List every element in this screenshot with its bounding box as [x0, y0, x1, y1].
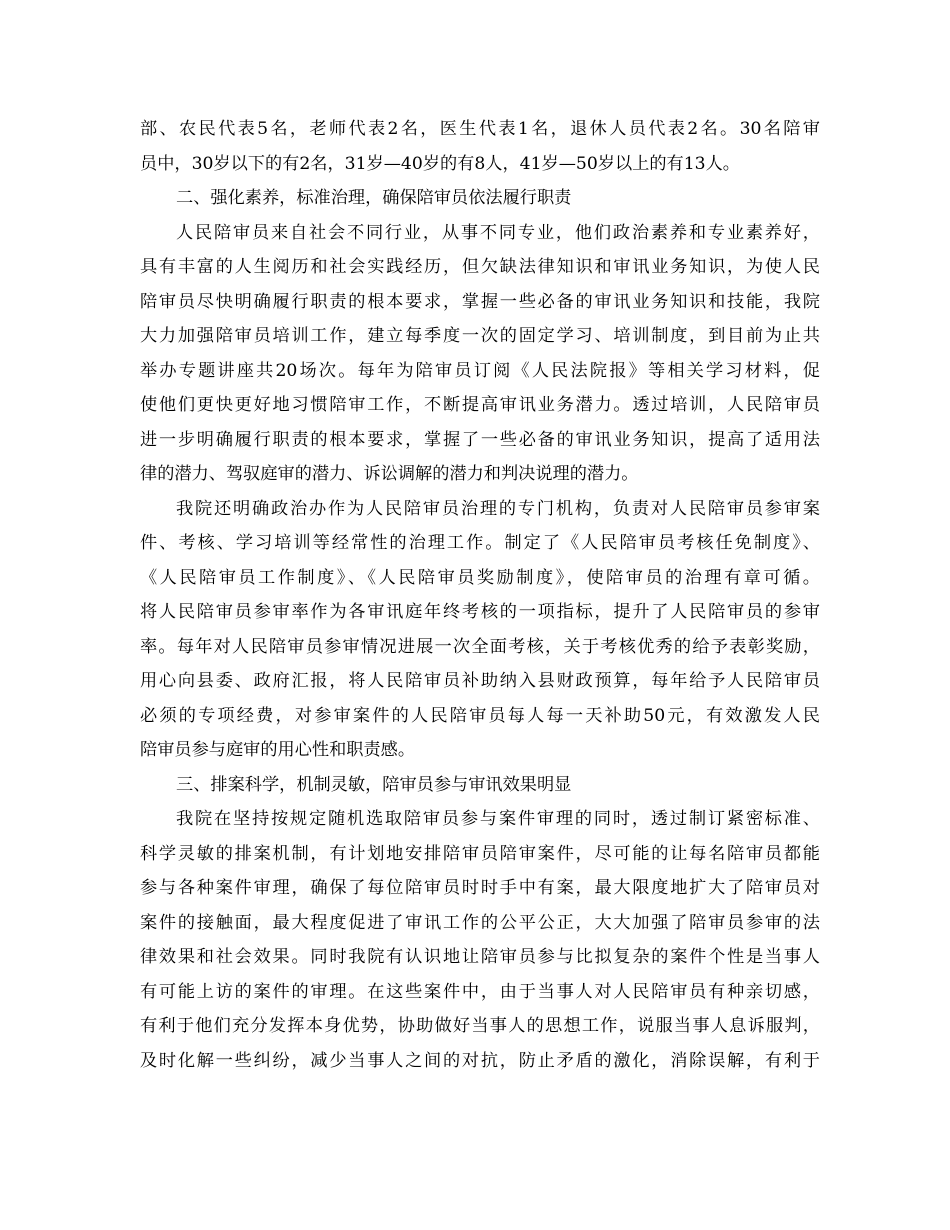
text-line: 员中，30岁以下的有2名，31岁—40岁的有8人，41岁—50岁以上的有13人。	[140, 153, 740, 174]
text-line: 部、农民代表5名，老师代表2名，医生代表1名，退休人员代表2名。30名陪审	[140, 119, 820, 139]
text-line: 大力加强陪审员培训工作，建立每季度一次的固定学习、培训制度，到目前为止共	[140, 326, 820, 346]
text-line: 举办专题讲座共20场次。每年为陪审员订阅《人民法院报》等相关学习材料，促	[140, 360, 820, 381]
text-line: 用心向县委、政府汇报，将人民陪审员补助纳入县财政预算，每年给予人民陪审员	[140, 671, 820, 691]
text-line: 使他们更快更好地习惯陪审工作，不断提高审讯业务潜力。透过培训，人民陪审员	[140, 395, 820, 415]
text-line: 件、考核、学习培训等经常性的治理工作。制定了《人民陪审员考核任免制度》、	[140, 533, 820, 553]
text-line: 率。每年对人民陪审员参审情况进展一次全面考核，关于考核优秀的给予表彰奖励，	[140, 636, 820, 657]
text-line: 必须的专项经费，对参审案件的人民陪审员每人每一天补助50元，有效激发人民	[140, 705, 820, 726]
text-line: 律的潜力、驾驭庭审的潜力、诉讼调解的潜力和判决说理的潜力。	[140, 464, 639, 484]
section-heading: 二、强化素养，标准治理，确保陪审员依法履行职责	[176, 188, 572, 208]
text-line: 人民陪审员来自社会不同行业，从事不同专业，他们政治素养和专业素养好，	[176, 222, 820, 243]
text-line: 律效果和社会效果。同时我院有认识地让陪审员参与比拟复杂的案件个性是当事人	[140, 947, 820, 967]
text-line: 《人民陪审员工作制度》、《人民陪审员奖励制度》，使陪审员的治理有章可循。	[140, 567, 820, 588]
text-line: 我院在坚持按规定随机选取陪审员参与案件审理的同时，透过制订紧密标准、	[176, 809, 820, 829]
text-line: 我院还明确政治办作为人民陪审员治理的专门机构，负责对人民陪审员参审案	[176, 498, 820, 519]
text-line: 案件的接触面，最大程度促进了审讯工作的公平公正，大大加强了陪审员参审的法	[140, 912, 820, 933]
text-line: 具有丰富的人生阅历和社会实践经历，但欠缺法律知识和审讯业务知识，为使人民	[140, 257, 820, 277]
text-line: 有可能上访的案件的审理。在这些案件中，由于当事人对人民陪审员有种亲切感，	[140, 981, 820, 1002]
text-line: 将人民陪审员参审率作为各审讯庭年终考核的一项指标，提升了人民陪审员的参审	[140, 602, 820, 622]
text-line: 科学灵敏的排案机制，有计划地安排陪审员陪审案件，尽可能的让每名陪审员都能	[140, 843, 820, 864]
section-heading: 三、排案科学，机制灵敏，陪审员参与审讯效果明显	[176, 774, 572, 795]
text-line: 及时化解一些纠纷，减少当事人之间的对抗，防止矛盾的激化，消除误解，有利于	[140, 1050, 820, 1071]
text-line: 陪审员参与庭审的用心性和职责感。	[140, 740, 416, 760]
text-line: 有利于他们充分发挥本身优势，协助做好当事人的思想工作，说服当事人息诉服判，	[140, 1016, 820, 1036]
text-line: 参与各种案件审理，确保了每位陪审员时时手中有案，最大限度地扩大了陪审员对	[140, 878, 820, 898]
text-line: 进一步明确履行职责的根本要求，掌握了一些必备的审讯业务知识，提高了适用法	[140, 429, 820, 450]
document-body	[140, 112, 820, 1078]
text-line: 陪审员尽快明确履行职责的根本要求，掌握一些必备的审讯业务知识和技能，我院	[140, 291, 820, 312]
